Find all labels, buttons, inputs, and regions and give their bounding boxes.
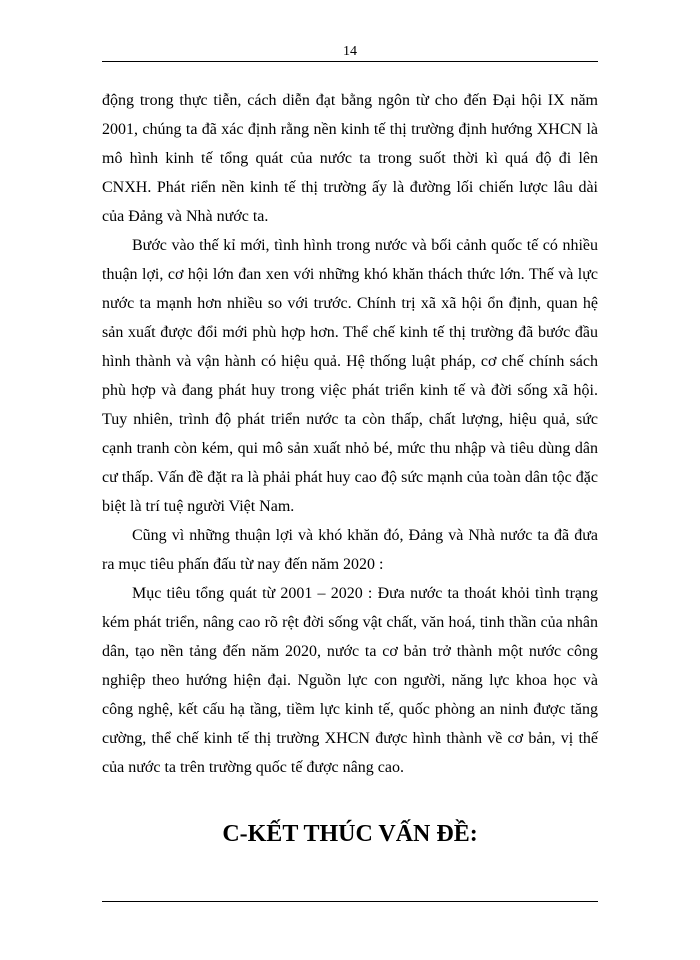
paragraph-continued: động trong thực tiễn, cách diễn đạt bằng ngôn từ cho đến Đại hội IX năm 2001, chúng ta đã xác định rằng nền kinh tế thị trường định hướng XHCN là mô hình kinh tế tổng quát của nước ta trong suốt thời kì quá độ đi lên CNXH. Phát riển nền kinh tế thị trường ấy là đường lối chiến lược lâu dài của Đảng và Nhà nước ta. [102, 92, 598, 225]
paragraph-goals-intro: Cũng vì những thuận lợi và khó khăn đó, Đảng và Nhà nước ta đã đưa ra mục tiêu phấn đấu từ nay đến năm 2020 : [102, 527, 598, 573]
page-number: 14 [343, 44, 357, 59]
footer-rule [102, 901, 598, 902]
section-heading: C-KẾT THÚC VẤN ĐỀ: [222, 821, 478, 847]
paragraph-general-goal: Mục tiêu tổng quát từ 2001 – 2020 : Đưa nước ta thoát khỏi tình trạng kém phát triển, nâng cao rõ rệt đời sống vật chất, văn hoá, tinh thần của nhân dân, tạo nền tảng đến năm 2020, nước ta cơ bản trở thành một nước công nghiệp theo hướng hiện đại. Nguồn lực con người, năng lực khoa học và công nghệ, kết cấu hạ tầng, tiềm lực kinh tế, quốc phòng an ninh được tăng cường, thể chế kinh tế thị trường XHCN được hình thành về cơ bản, vị thế của nước ta trên trường quốc tế được nâng cao. [102, 585, 598, 776]
paragraph-new-century: Bước vào thế kỉ mới, tình hình trong nước và bối cảnh quốc tế có nhiều thuận lợi, cơ hội lớn đan xen với những khó khăn thách thức lớn. Thế và lực nước ta mạnh hơn nhiều so với trước. Chính trị xã xã hội ổn định, quan hệ sản xuất được đổi mới phù hợp hơn. Thể chế kinh tế thị trường đã bước đầu hình thành và vận hành có hiệu quả. Hệ thống luật pháp, cơ chế chính sách phù hợp và đang phát huy trong việc phát triển kinh tế và đời sống xã hội. Tuy nhiên, trình độ phát triển nước ta còn thấp, chất lượng, hiệu quả, sức cạnh tranh còn kém, qui mô sản xuất nhỏ bé, mức thu nhập và tiêu dùng dân cư thấp. Vấn đề đặt ra là phải phát huy cao độ sức mạnh của toàn dân tộc đặc biệt là trí tuệ người Việt Nam. [102, 237, 598, 515]
header-rule [102, 61, 598, 62]
body-text [102, 86, 598, 782]
